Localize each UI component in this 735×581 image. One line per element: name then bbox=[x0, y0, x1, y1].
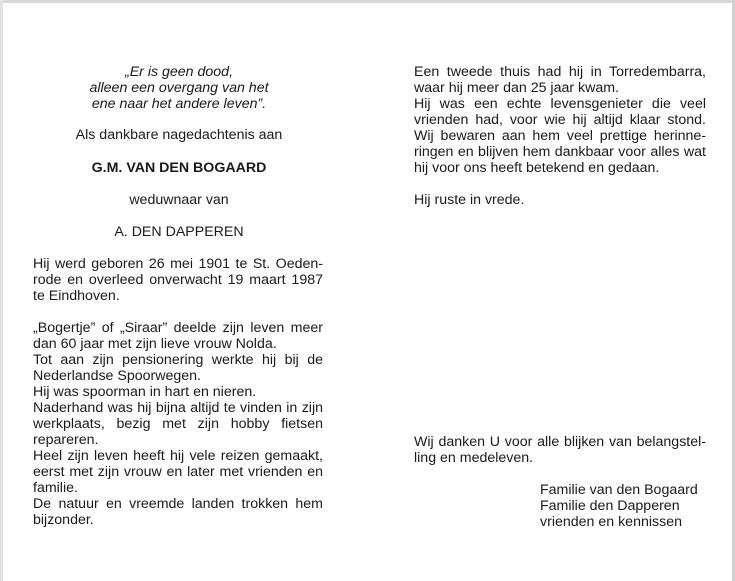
memorial-intro: Als dankbare nagedachtenis aan bbox=[75, 127, 283, 143]
text-line: eerst met zijn vrouw en later met vrienden en bbox=[33, 464, 323, 480]
text-line: dan 60 jaar met zijn lieve vrouw Nolda. bbox=[33, 336, 277, 352]
text-line: „Bogertje” of „Siraar” deelde zijn leven meer bbox=[33, 320, 323, 336]
text-line: vrienden had, voor wie hij altijd klaar stond. bbox=[414, 112, 706, 128]
signature-line: Familie van den Bogaard bbox=[540, 482, 698, 498]
text-line: Wij bewaren aan hem veel prettige herinne- bbox=[414, 128, 706, 144]
spouse-name: A. DEN DAPPEREN bbox=[114, 224, 244, 240]
text-line: Naderhand was hij bijna altijd te vinden in zijn bbox=[33, 400, 323, 416]
text-line: bijzonder. bbox=[33, 512, 94, 528]
widower-of: weduwnaar van bbox=[129, 192, 229, 208]
text-line: hij voor ons heeft betekend en gedaan. bbox=[414, 160, 660, 176]
text-line: rode en overleed onverwacht 19 maart 1987 bbox=[33, 272, 323, 288]
text-line: Een tweede thuis had hij in Torredembarra, bbox=[414, 64, 706, 80]
deceased-name: G.M. VAN DEN BOGAARD bbox=[91, 160, 267, 176]
text-line: waar hij meer dan 25 jaar kwam. bbox=[414, 80, 620, 96]
text-line: Heel zijn leven heeft hij vele reizen gemaakt, bbox=[33, 448, 323, 464]
text-line: familie. bbox=[33, 480, 78, 496]
text-line: werkplaats, bezig met zijn hobby fietsen bbox=[33, 416, 323, 432]
text-line: ringen en blijven hem dankbaar voor alles wat bbox=[414, 144, 706, 160]
text-line: Hij was spoorman in hart en nieren. bbox=[33, 384, 257, 400]
text-line: Wij danken U voor alle blijken van belangstel- bbox=[414, 434, 706, 450]
text-line: Hij werd geboren 26 mei 1901 te St. Oeden- bbox=[33, 256, 323, 272]
text-line: Tot aan zijn pensionering werkte hij bij de bbox=[33, 352, 323, 368]
text-line: Nederlandse Spoorwegen. bbox=[33, 368, 201, 384]
quote-line: ene naar het andere leven”. bbox=[91, 96, 267, 112]
signature-line: Familie den Dapperen bbox=[540, 498, 680, 514]
signature-line: vrienden en kennissen bbox=[540, 514, 682, 530]
text-line: De natuur en vreemde landen trokken hem bbox=[33, 496, 323, 512]
text-line: repareren. bbox=[33, 432, 99, 448]
text-line: ling en medeleven. bbox=[414, 450, 534, 466]
text-line: Hij was een echte levensgenieter die veel bbox=[414, 96, 706, 112]
quote-line: alleen een overgang van het bbox=[89, 80, 269, 96]
rest-in-peace: Hij ruste in vrede. bbox=[414, 192, 525, 208]
text-line: te Eindhoven. bbox=[33, 288, 120, 304]
quote-line: „Er is geen dood, bbox=[124, 64, 234, 80]
